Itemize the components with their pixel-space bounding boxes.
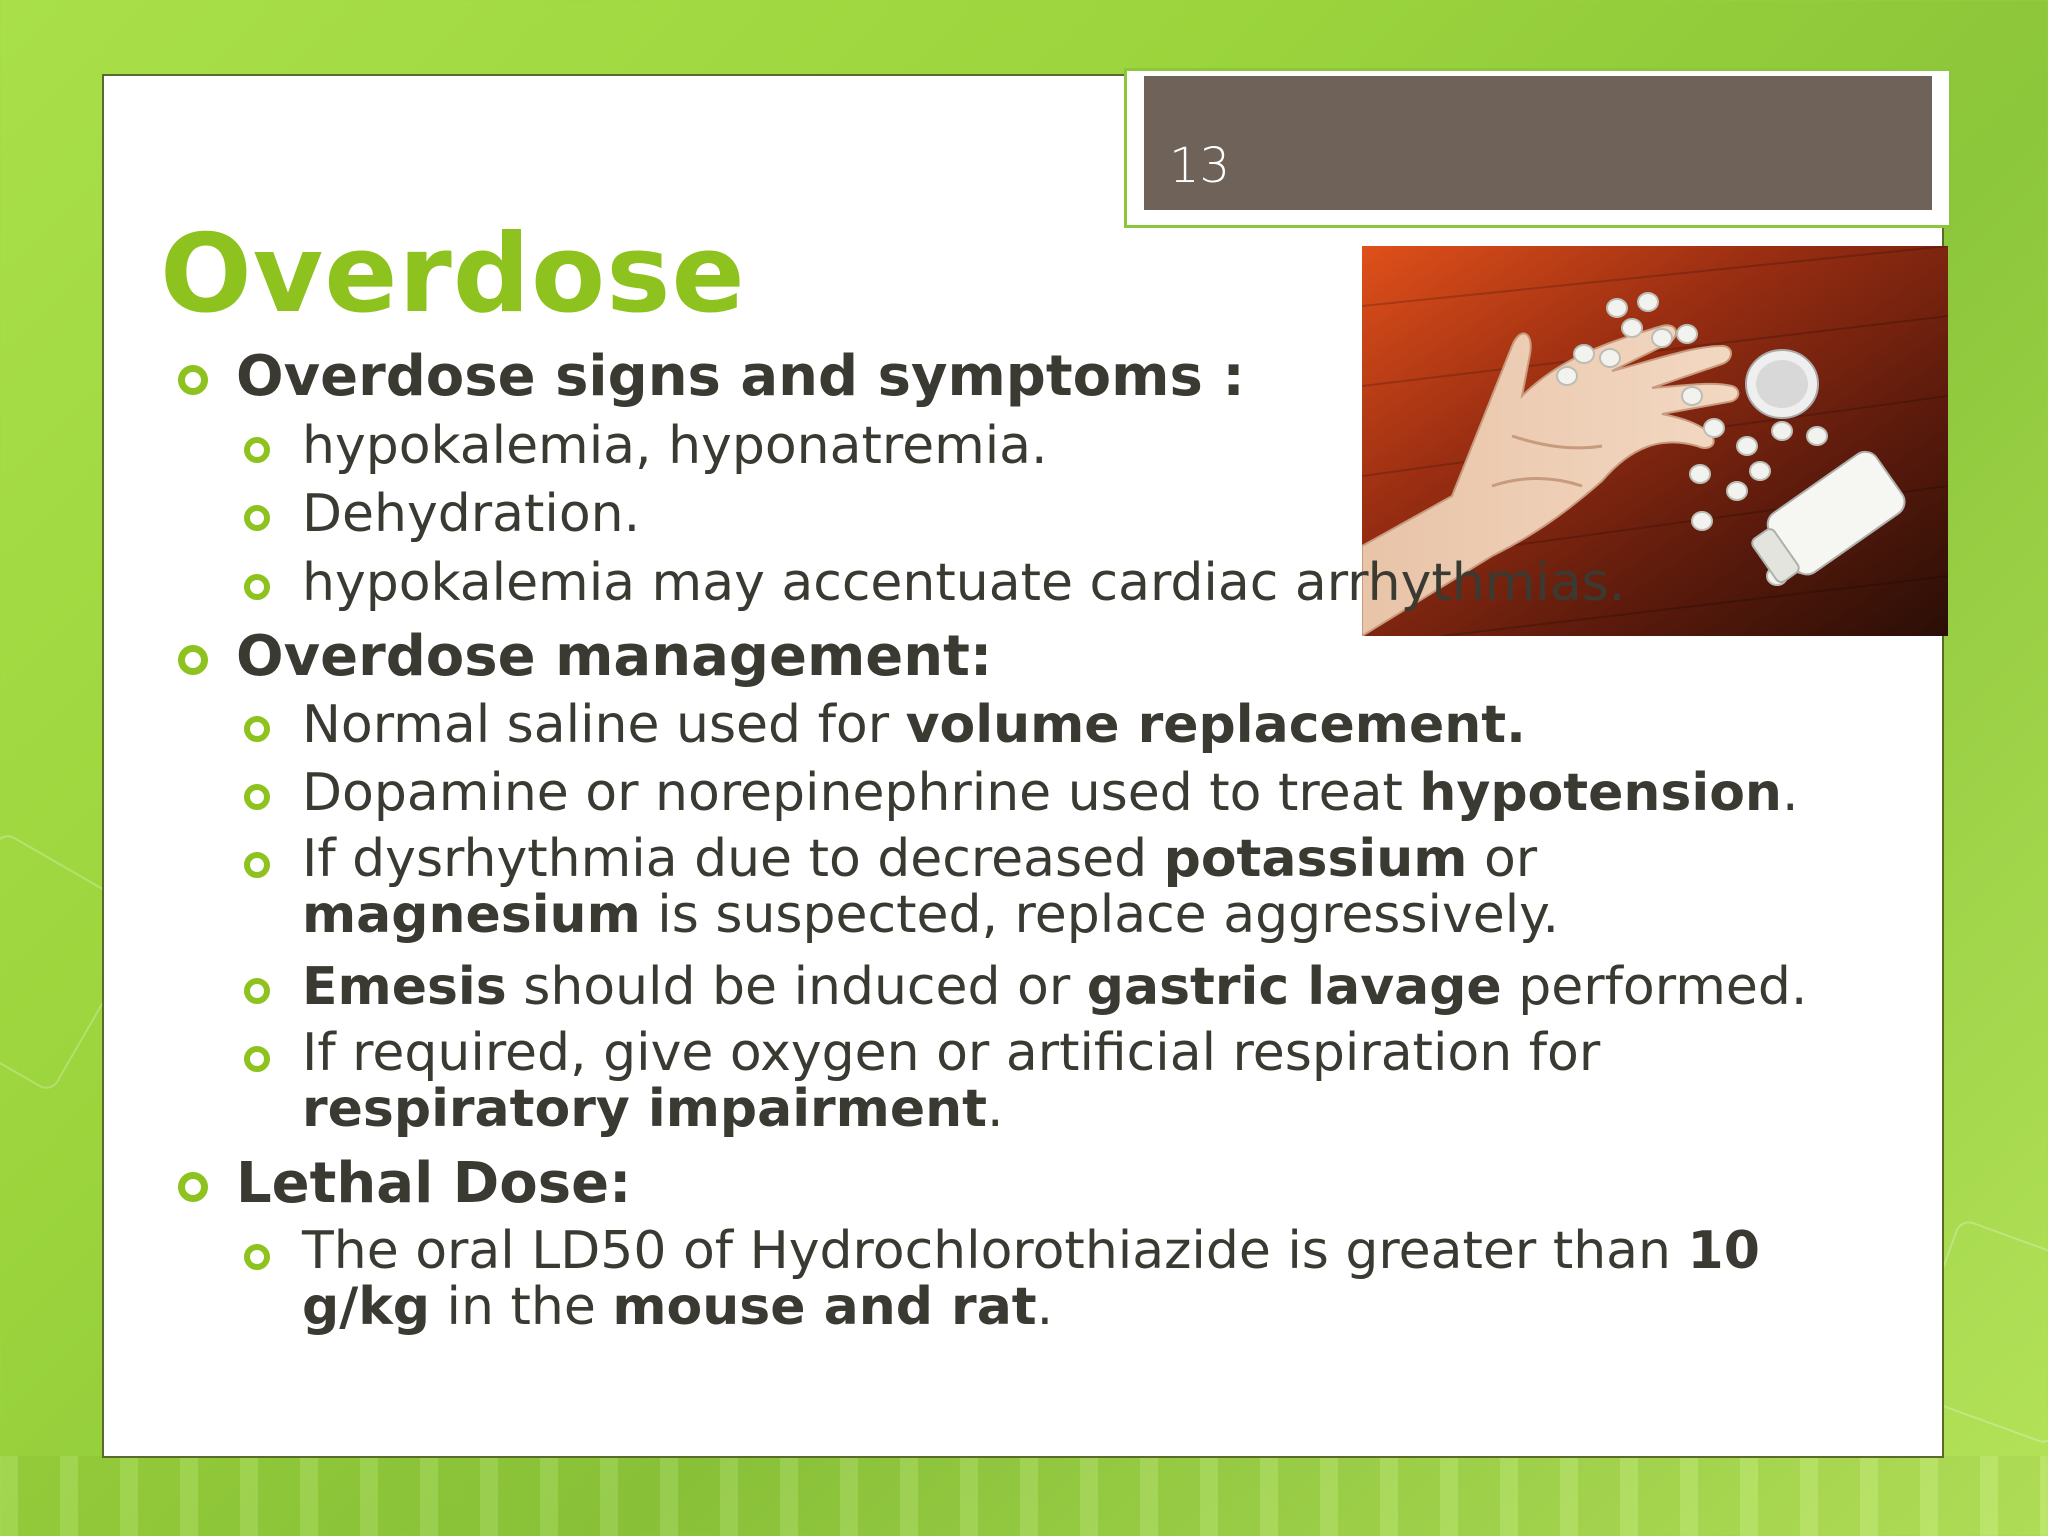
bullet-marker-icon <box>244 852 270 878</box>
bullet-marker-icon <box>178 645 208 675</box>
list-item: hypokalemia may accentuate cardiac arrhythmias. <box>302 553 1626 613</box>
slide-number-box <box>1144 76 1932 210</box>
background-stripes <box>0 1456 2048 1536</box>
list-item: If dysrhythmia due to decreased potassium or magnesium is suspected, replace aggressively. <box>302 829 1560 945</box>
bullet-marker-icon <box>244 1046 270 1072</box>
list-item: Dehydration. <box>302 484 641 544</box>
bullet-marker-icon <box>178 1172 208 1202</box>
slide-number: 13 <box>1169 138 1231 194</box>
bullet-marker-icon <box>244 505 270 531</box>
list-item: The oral LD50 of Hydrochlorothiazide is greater than 10 g/kg in the mouse and rat. <box>302 1221 1760 1337</box>
list-item: hypokalemia, hyponatremia. <box>302 416 1048 476</box>
bullet-marker-icon <box>244 716 270 742</box>
section-heading: Lethal Dose: <box>236 1151 632 1216</box>
bullet-marker-icon <box>244 437 270 463</box>
slide-title: Overdose <box>160 212 746 337</box>
bullet-marker-icon <box>244 784 270 810</box>
section-heading: Overdose management: <box>236 624 993 689</box>
list-item: If required, give oxygen or artificial respiration for respiratory impairment. <box>302 1023 1601 1139</box>
bullet-marker-icon <box>244 978 270 1004</box>
bullet-marker-icon <box>244 1244 270 1270</box>
bullet-marker-icon <box>178 365 208 395</box>
section-heading: Overdose signs and symptoms : <box>236 344 1245 409</box>
bullet-marker-icon <box>244 574 270 600</box>
list-item: Emesis should be induced or gastric lavage performed. <box>302 957 1808 1017</box>
list-item: Normal saline used for volume replacement. <box>302 695 1526 755</box>
list-item: Dopamine or norepinephrine used to treat hypotension. <box>302 763 1799 823</box>
